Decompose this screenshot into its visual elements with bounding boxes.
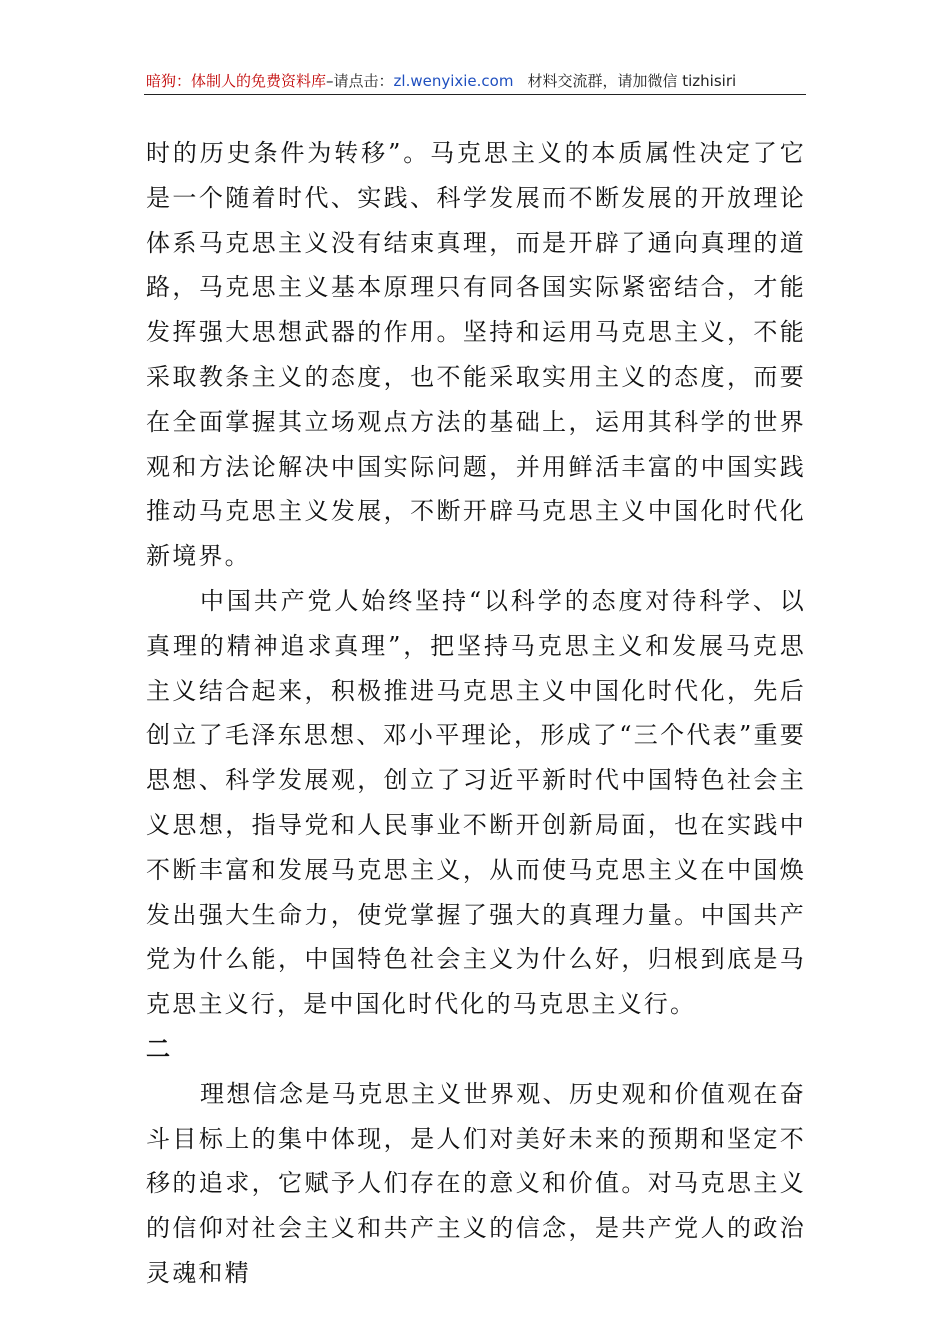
- document-body: [146, 131, 806, 1296]
- paragraph-2: 中国共产党人始终坚持“以科学的态度对待科学、以真理的精神追求真理”，把坚持马克思主义和发展马克思主义结合起来，积极推进马克思主义中国化时代化，先后创立了毛泽东思想、邓小平理论，形成了“三个代表”重要思想、科学发展观，创立了习近平新时代中国特色社会主义思想，指导党和人民事业不断开创新局面，也在实践中不断丰富和发展马克思主义，从而使马克思主义在中国焕发出强大生命力，使党掌握了强大的真理力量。中国共产党为什么能，中国特色社会主义为什么好，归根到底是马克思主义行，是中国化时代化的马克思主义行。: [146, 586, 806, 1019]
- header-wechat-note: 材料交流群，请加微信 tizhisiri: [527, 72, 737, 90]
- paragraph-1: 时的历史条件为转移”。马克思主义的本质属性决定了它是一个随着时代、实践、科学发展而不断发展的开放理论体系马克思主义没有结束真理，而是开辟了通向真理的道路，马克思主义基本原理只有同各国实际紧密结合，才能发挥强大思想武器的作用。坚持和运用马克思主义，不能采取教条主义的态度，也不能采取实用主义的态度，而要在全面掌握其立场观点方法的基础上，运用其科学的世界观和方法论解决中国实际问题，并用鲜活丰富的中国实践推动马克思主义发展，不断开辟马克思主义中国化时代化新境界。: [146, 139, 806, 571]
- paragraph-3: 理想信念是马克思主义世界观、历史观和价值观在奋斗目标上的集中体现，是人们对美好未来的预期和坚定不移的追求，它赋予人们存在的意义和价值。对马克思主义的信仰对社会主义和共产主义的信念，是共产党人的政治灵魂和精: [146, 1079, 806, 1287]
- page-header: [146, 70, 806, 94]
- header-divider: [144, 94, 806, 95]
- header-brand: 暗狗：体制人的免费资料库: [146, 72, 327, 90]
- header-link[interactable]: zl.wenyixie.com: [393, 72, 514, 90]
- header-prompt: –请点击：: [326, 72, 394, 90]
- section-heading: 二: [146, 1033, 173, 1063]
